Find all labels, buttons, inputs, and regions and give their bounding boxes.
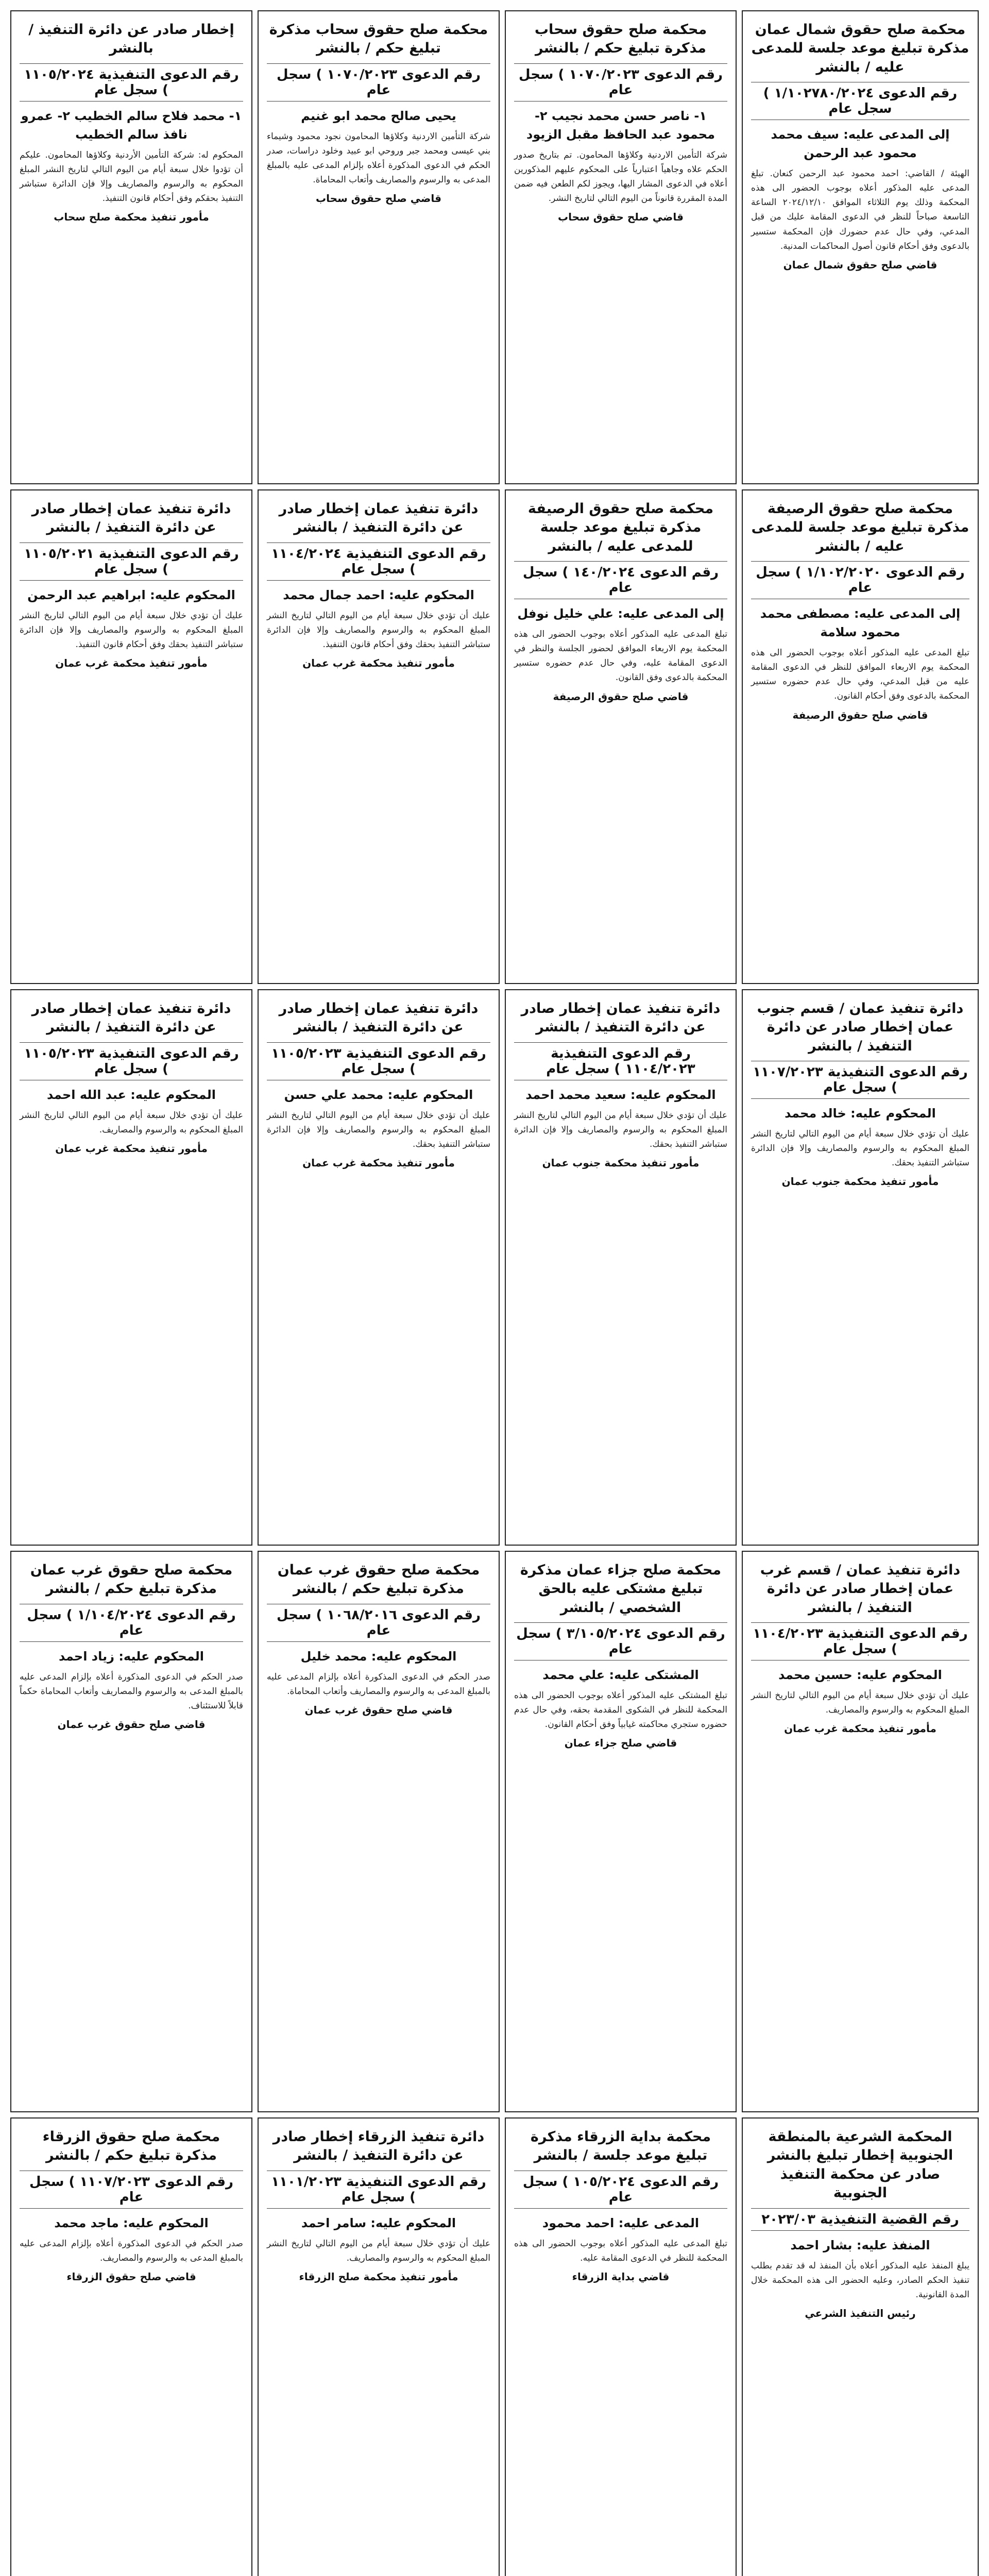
notice-signature: مأمور تنفيذ محكمة غرب عمان: [55, 1142, 208, 1155]
notice-body: تبلغ المدعى عليه المذكور أعلاه بوجوب الحضور الى هذه المحكمة للنظر في الدعوى المقامة عليه.: [514, 2238, 727, 2263]
notice-title: دائرة تنفيذ عمان إخطار صادر عن دائرة التنفيذ / بالنشر: [31, 1001, 231, 1036]
notice-14: [505, 1551, 737, 2112]
notice-body: عليك أن تؤدي خلال سبعة أيام من اليوم التالي لتاريخ النشر المبلغ المحكوم به والرسوم والمصاريف.: [20, 1110, 243, 1135]
notice-title: دائرة تنفيذ عمان إخطار صادر عن دائرة التنفيذ / بالنشر: [31, 501, 231, 536]
notice-title: محكمة صلح حقوق غرب عمان مذكرة تبليغ حكم / بالنشر: [30, 1562, 233, 1597]
notice-body: المحكوم له: شركة التأمين الأردنية وكلاؤها المحامون. عليكم أن تؤدوا خلال سبعة أيام من اليوم التالي لتاريخ النشر المبلغ المحكوم به والرسوم والمصاريف وإلا فإن الدائرة ستباشر التنفيذ بحقكم وفق أحكام قانون التنفيذ.: [20, 149, 243, 204]
case-number: رقم الدعوى ١٤٠/٢٠٢٤ ) سجل عام: [514, 561, 727, 599]
notice-title: محكمة صلح جزاء عمان مذكرة تبليغ مشتكى عليه بالحق الشخصي / بالنشر: [520, 1562, 722, 1616]
notice-signature: قاضي صلح جزاء عمان: [564, 1737, 677, 1750]
party-names: المحكوم عليه: سامر احمد: [301, 2215, 456, 2230]
case-number: رقم الدعوى التنفيذية ١١٠١/٢٠٢٣ ) سجل عام: [267, 2171, 490, 2209]
notice-11: [258, 989, 500, 1546]
party-names: ١- ناصر حسن محمد نجيب ٢- محمود عبد الحافظ مقبل الزيود: [526, 108, 715, 142]
notice-body: عليك أن تؤدي خلال سبعة أيام من اليوم التالي لتاريخ النشر المبلغ المحكوم به والرسوم والمصاريف وإلا فإن الدائرة ستباشر التنفيذ بحقك.: [267, 1110, 490, 1149]
case-number: رقم الدعوى التنفيذية ١١٠٤/٢٠٢٤ ) سجل عام: [267, 543, 490, 581]
notice-signature: مأمور تنفيذ محكمة غرب عمان: [55, 657, 208, 670]
notice-signature: قاضي صلح حقوق غرب عمان: [304, 1703, 453, 1716]
notice-signature: مأمور تنفيذ محكمة جنوب عمان: [542, 1157, 700, 1170]
case-number: رقم الدعوى التنفيذية ١١٠٥/٢٠٢٣ ) سجل عام: [267, 1042, 490, 1080]
notice-title: دائرة تنفيذ عمان / قسم غرب عمان إخطار صادر عن دائرة التنفيذ / بالنشر: [760, 1562, 961, 1616]
notice-16: [10, 1551, 252, 2112]
case-number: رقم الدعوى ١/١٠٤/٢٠٢٤ ) سجل عام: [20, 1604, 243, 1642]
case-number: رقم القضية التنفيذية ٢٠٢٣/٠٣: [751, 2208, 969, 2231]
notice-body: تبلغ المدعى عليه المذكور أعلاه بوجوب الحضور الى هذه المحكمة يوم الاربعاء الموافق لحضور الجلسة والنظر في الدعوى المقامة عليه، وفي حال عدم حضوره ستسير المحكمة بالدعوى وفق القانون.: [514, 629, 727, 683]
notice-body: الهيئة / القاضي: احمد محمود عبد الرحمن كنعان. تبلغ المدعى عليه المذكور أعلاه بوجوب الحضور الى هذه المحكمة وذلك يوم الثلاثاء الموافق ٢٠٢٤/١٢/١٠ الساعة التاسعة صباحاً للنظر في الدعوى المقامة عليك من قبل المدعي، وفي حال عدم حضورك فإن المحكمة ستسير بالدعوى وفق أحكام قانون أصول المحاكمات المدنية.: [751, 168, 969, 251]
notice-signature: قاضي صلح حقوق سحاب: [316, 192, 441, 205]
party-names: يحيى صالح محمد ابو غنيم: [301, 108, 456, 123]
party-names: المحكوم عليه: محمد علي حسن: [284, 1087, 473, 1102]
party-names: المحكوم عليه: سعيد محمد احمد: [525, 1087, 716, 1102]
party-names: المشتكى عليه: علي محمد: [542, 1668, 699, 1683]
case-number: رقم الدعوى التنفيذية ١١٠٧/٢٠٢٣ ) سجل عام: [751, 1061, 969, 1099]
notice-title: دائرة تنفيذ عمان إخطار صادر عن دائرة التنفيذ / بالنشر: [279, 1001, 479, 1036]
notice-title: محكمة صلح حقوق شمال عمان مذكرة تبليغ موعد جلسة للمدعى عليه / بالنشر: [751, 22, 969, 75]
notice-signature: مأمور تنفيذ محكمة جنوب عمان: [781, 1175, 939, 1188]
notice-signature: قاضي بداية الزرقاء: [572, 2270, 670, 2283]
notice-5: [742, 489, 979, 984]
notice-12: [10, 989, 252, 1546]
notice-signature: مأمور تنفيذ محكمة صلح الزرقاء: [299, 2270, 458, 2283]
notice-signature: مأمور تنفيذ محكمة غرب عمان: [302, 1157, 455, 1170]
notice-title: إخطار صادر عن دائرة التنفيذ / بالنشر: [28, 22, 234, 57]
case-number: رقم الدعوى ١٠٧٠/٢٠٢٣ ) سجل عام: [514, 63, 727, 101]
notice-title: محكمة بداية الزرقاء مذكرة تبليغ موعد جلسة / بالنشر: [530, 2129, 711, 2164]
notice-title: محكمة صلح حقوق الرصيفة مذكرة تبليغ موعد جلسة للمدعى عليه / بالنشر: [527, 501, 714, 554]
case-number: رقم الدعوى ١٠٧٠/٢٠٢٣ ) سجل عام: [267, 63, 490, 101]
case-number: رقم الدعوى التنفيذية ١١٠٥/٢٠٢٤ ) سجل عام: [20, 63, 243, 101]
case-number: رقم الدعوى التنفيذية ١١٠٤/٢٠٢٣ ) سجل عام: [514, 1042, 727, 1080]
notice-body: صدر الحكم في الدعوى المذكورة أعلاه بإلزام المدعى عليه بالمبلغ المدعى به والرسوم والمصاريف.: [20, 2238, 243, 2263]
notice-body: صدر الحكم في الدعوى المذكورة أعلاه بإلزام المدعى عليه بالمبلغ المدعى به والرسوم والمصاريف وأتعاب المحاماة حكماً قابلاً للاستئناف.: [20, 1671, 243, 1711]
notice-body: شركة التأمين الاردنية وكلاؤها المحامون. تم بتاريخ صدور الحكم علاه وجاهياً اعتبارياً على المحكوم عليهم المذكورين أعلاه في الدعوى المشار اليها، ويجوز لكم الطعن فيه ضمن المدة المقررة قانوناً من اليوم التالي لتاريخ النشر.: [514, 149, 727, 204]
notice-signature: مأمور تنفيذ محكمة غرب عمان: [784, 1722, 936, 1735]
notice-signature: قاضي صلح حقوق شمال عمان: [783, 258, 937, 271]
notice-body: يبلغ المنفذ عليه المذكور أعلاه بأن المنفذ له قد تقدم بطلب تنفيذ الحكم الصادر، وعليه الحضور الى هذه المحكمة خلال المدة القانونية.: [751, 2260, 969, 2300]
party-names: إلى المدعى عليه: مصطفى محمد محمود سلامة: [760, 606, 961, 640]
notice-10: [505, 989, 737, 1546]
case-number: رقم الدعوى ١٠٦٨/٢٠١٦ ) سجل عام: [267, 1604, 490, 1642]
notice-15: [258, 1551, 500, 2112]
notice-body: تبلغ المدعى عليه المذكور أعلاه بوجوب الحضور الى هذه المحكمة يوم الاربعاء الموافق للنظر في الدعوى المقامة عليه من قبل المدعي، وفي حال عدم حضوره ستسير المحكمة بالدعوى وفق أحكام القانون.: [751, 648, 969, 702]
notice-signature: مأمور تنفيذ محكمة غرب عمان: [302, 657, 455, 670]
notice-title: محكمة صلح حقوق الزرقاء مذكرة تبليغ حكم / بالنشر: [42, 2129, 220, 2164]
notice-3: [258, 10, 500, 484]
notice-title: دائرة تنفيذ عمان إخطار صادر عن دائرة التنفيذ / بالنشر: [279, 501, 479, 536]
party-names: المحكوم عليه: زياد احمد: [58, 1649, 204, 1664]
party-names: المدعى عليه: احمد محمود: [542, 2215, 700, 2230]
notice-title: محكمة صلح حقوق غرب عمان مذكرة تبليغ حكم / بالنشر: [277, 1562, 480, 1597]
case-number: رقم الدعوى ١/١٠٢٧٨٠/٢٠٢٤ ) سجل عام: [751, 82, 969, 120]
party-names: المنفذ عليه: بشار احمد: [790, 2238, 930, 2252]
notice-9: [742, 989, 979, 1546]
notice-1: [742, 10, 979, 484]
notice-19: [258, 2117, 500, 2576]
notice-body: شركة التأمين الاردنية وكلاؤها المحامون نجود محمود وشيماء بني عيسى ومحمد جبر وروحي ابو عبيد وخلود دراسات، صدر الحكم في الدعوى المذكورة أعلاه بإلزام المدعى عليه بالمبلغ المدعى به والرسوم والمصاريف وأتعاب المحاماة.: [267, 131, 490, 185]
notice-signature: مأمور تنفيذ محكمة صلح سحاب: [54, 211, 209, 224]
case-number: رقم الدعوى التنفيذية ١١٠٥/٢٠٢٣ ) سجل عام: [20, 1042, 243, 1080]
notice-body: عليك أن تؤدي خلال سبعة أيام من اليوم التالي لتاريخ النشر المبلغ المحكوم به والرسوم والمصاريف.: [267, 2238, 490, 2263]
case-number: رقم الدعوى ١١٠٧/٢٠٢٣ ) سجل عام: [20, 2171, 243, 2209]
notice-20: [10, 2117, 252, 2576]
notice-body: عليك أن تؤدي خلال سبعة أيام من اليوم التالي لتاريخ النشر المبلغ المحكوم به والرسوم والمصاريف وإلا فإن الدائرة ستباشر التنفيذ بحقك وفق أحكام قانون التنفيذ.: [20, 610, 243, 650]
notice-signature: قاضي صلح حقوق الرصيفة: [553, 690, 689, 703]
notice-body: عليك أن تؤدي خلال سبعة أيام من اليوم التالي لتاريخ النشر المبلغ المحكوم به والرسوم والمصاريف.: [751, 1690, 969, 1716]
notice-body: تبلغ المشتكى عليه المذكور أعلاه بوجوب الحضور الى هذه المحكمة للنظر في الشكوى المقدمة بحقه، وفي حال عدم حضوره ستجري محاكمته غيابياً وفق أحكام القانون.: [514, 1690, 727, 1730]
notice-body: عليك أن تؤدي خلال سبعة أيام من اليوم التالي لتاريخ النشر المبلغ المحكوم به والرسوم والمصاريف وإلا فإن الدائرة ستباشر التنفيذ بحقك.: [751, 1129, 969, 1168]
party-names: إلى المدعى عليه: علي خليل نوفل: [517, 606, 724, 621]
party-names: ١- محمد فلاح سالم الخطيب ٢- عمرو نافذ سالم الخطيب: [21, 108, 242, 142]
notice-title: دائرة تنفيذ الزرقاء إخطار صادر عن دائرة التنفيذ / بالنشر: [272, 2129, 485, 2164]
notice-signature: قاضي صلح حقوق الرصيفة: [792, 708, 928, 721]
notice-body: عليك أن تؤدي خلال سبعة أيام من اليوم التالي لتاريخ النشر المبلغ المحكوم به والرسوم والمصاريف وإلا فإن الدائرة ستباشر التنفيذ بحقك وفق أحكام قانون التنفيذ.: [267, 610, 490, 650]
notice-17: [742, 2117, 979, 2576]
party-names: المحكوم عليه: خالد محمد: [785, 1106, 936, 1121]
notice-title: محكمة صلح حقوق الرصيفة مذكرة تبليغ موعد جلسة للمدعى عليه / بالنشر: [751, 501, 969, 554]
notice-title: دائرة تنفيذ عمان إخطار صادر عن دائرة التنفيذ / بالنشر: [521, 1001, 721, 1036]
notice-4: [10, 10, 252, 484]
notice-6: [505, 489, 737, 984]
notice-body: صدر الحكم في الدعوى المذكورة أعلاه بإلزام المدعى عليه بالمبلغ المدعى به والرسوم والمصاريف وأتعاب المحاماة.: [267, 1671, 490, 1697]
case-number: رقم الدعوى ١/١٠٢/٢٠٢٠ ) سجل عام: [751, 561, 969, 599]
case-number: رقم الدعوى التنفيذية ١١٠٥/٢٠٢١ ) سجل عام: [20, 543, 243, 581]
notice-13: [742, 1551, 979, 2112]
notice-8: [10, 489, 252, 984]
case-number: رقم الدعوى ١٠٥/٢٠٢٤ ) سجل عام: [514, 2171, 727, 2209]
party-names: المحكوم عليه: ماجد محمد: [54, 2215, 209, 2230]
party-names: المحكوم عليه: عبد الله احمد: [47, 1087, 216, 1102]
notice-title: محكمة صلح حقوق سحاب مذكرة تبليغ حكم / بالنشر: [534, 22, 707, 57]
party-names: المحكوم عليه: ابراهيم عبد الرحمن: [27, 587, 235, 602]
party-names: إلى المدعى عليه: سيف محمد محمود عبد الرحمن: [771, 127, 950, 161]
notice-signature: قاضي صلح حقوق سحاب: [558, 211, 684, 224]
case-number: رقم الدعوى ٣/١٠٥/٢٠٢٤ ) سجل عام: [514, 1622, 727, 1660]
notice-signature: قاضي صلح حقوق الزرقاء: [66, 2270, 196, 2283]
notice-body: عليك أن تؤدي خلال سبعة أيام من اليوم التالي لتاريخ النشر المبلغ المحكوم به والرسوم والمصاريف وإلا فإن الدائرة ستباشر التنفيذ بحقك.: [514, 1110, 727, 1149]
notice-signature: رئيس التنفيذ الشرعي: [805, 2307, 916, 2319]
party-names: المحكوم عليه: محمد خليل: [300, 1649, 457, 1664]
party-names: المحكوم عليه: حسين محمد: [778, 1668, 942, 1683]
notice-signature: قاضي صلح حقوق غرب عمان: [57, 1718, 206, 1731]
notice-7: [258, 489, 500, 984]
notice-title: دائرة تنفيذ عمان / قسم جنوب عمان إخطار صادر عن دائرة التنفيذ / بالنشر: [757, 1001, 964, 1054]
party-names: المحكوم عليه: احمد جمال محمد: [283, 587, 474, 602]
notice-18: [505, 2117, 737, 2576]
notice-2: [505, 10, 737, 484]
notice-title: محكمة صلح حقوق سحاب مذكرة تبليغ حكم / بالنشر: [269, 22, 488, 57]
notice-title: المحكمة الشرعية بالمنطقة الجنوبية إخطار تبليغ بالنشر صادر عن محكمة التنفيذ الجنوبية: [767, 2129, 953, 2201]
case-number: رقم الدعوى التنفيذية ١١٠٤/٢٠٢٣ ) سجل عام: [751, 1622, 969, 1660]
